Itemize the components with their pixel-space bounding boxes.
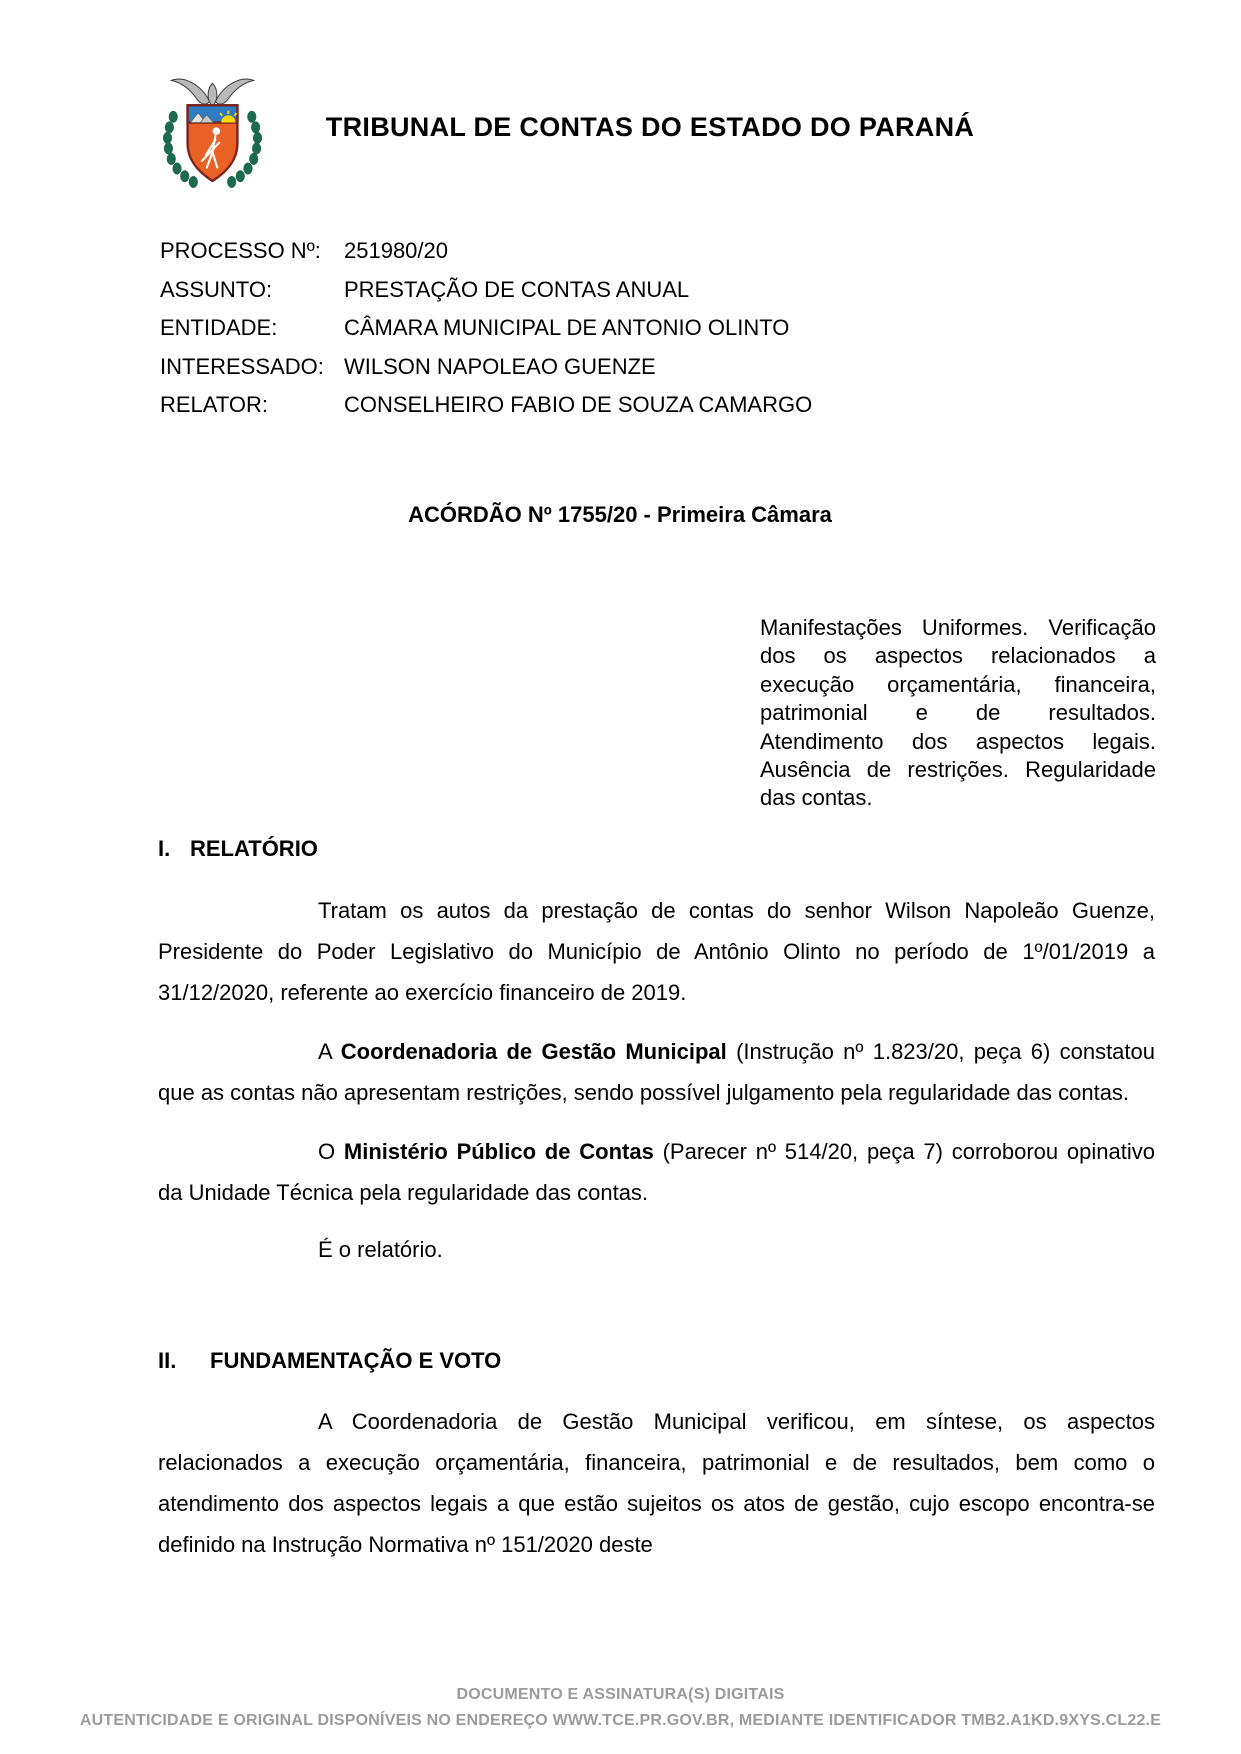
meta-label: ENTIDADE: [160,315,278,340]
paragraph-relatorio-4: É o relatório. [318,1237,443,1262]
meta-row-relator [160,392,1060,431]
case-metadata [160,238,1060,431]
footer-line-1: DOCUMENTO E ASSINATURA(S) DIGITAIS [456,1686,785,1703]
paragraph-relatorio-1: Tratam os autos da prestação de contas do senhor Wilson Napoleão Guenze, Presidente do Poder Legislativo do Município de Antônio Olinto no período de 1º/01/2019 a 31/12/2020, referente ao exercício financeiro de 2019. [158,898,1155,1005]
paragraph-relatorio-2 [158,1031,1155,1113]
emphasis-ministerio-publico: Ministério Público de Contas [343,1139,654,1164]
meta-label: RELATOR: [160,392,268,417]
paragraph-text: O [318,1139,344,1164]
footer-line-2: AUTENTICIDADE E ORIGINAL DISPONÍVEIS NO ENDEREÇO WWW.TCE.PR.GOV.BR, MEDIANTE IDENTIFICADOR TMB2.A1KD.9XYS.CL22.E [79,1712,1162,1729]
section-2-number: II. [158,1348,177,1373]
paragraph-text: A [318,1039,341,1064]
meta-label: INTERESSADO: [160,353,324,379]
meta-row-processo [160,238,1060,277]
digital-signature-footer [0,1682,1241,1734]
meta-value: PRESTAÇÃO DE CONTAS ANUAL [344,276,690,302]
emphasis-coordenadoria: Coordenadoria de Gestão Municipal [340,1039,727,1064]
parana-coat-of-arms-icon [155,72,270,198]
paragraph-text: (Parecer nº 514/20, peça 7) corroborou opinativo da Unidade Técnica pela regularidade das contas. [158,1139,1155,1205]
section-1-number: I. [158,836,171,861]
meta-row-entidade [160,315,1060,354]
meta-label: ASSUNTO: [160,276,273,302]
section-1-title: RELATÓRIO [190,836,318,861]
section-2-heading [158,1340,1155,1381]
paragraph-fundamentacao-1: A Coordenadoria de Gestão Municipal verificou, em síntese, os aspectos relacionados a execução orçamentária, financeira, patrimonial e de resultados, bem como o atendimento dos aspectos legais a que estão sujeitos os atos de gestão, cujo escopo encontra-se definido na Instrução Normativa nº 151/2020 deste [158,1409,1155,1557]
document-body [158,828,1155,1565]
paragraph-text: (Instrução nº 1.823/20, peça 6) constatou que as contas não apresentam restrições, sendo possível julgamento pela regularidade das contas. [158,1039,1155,1105]
meta-value: CÂMARA MUNICIPAL DE ANTONIO OLINTO [344,315,790,340]
meta-value: WILSON NAPOLEAO GUENZE [344,353,656,379]
section-1-heading [158,828,1155,869]
summary-ementa: Manifestações Uniformes. Verificação dos os aspectos relacionados a execução orçamentária, financeira, patrimonial e de resultados. Atendimento dos aspectos legais. Ausência de restrições. Regularidade das contas. [760,615,1156,811]
paragraph-relatorio-3 [158,1131,1155,1213]
meta-row-interessado [160,354,1060,393]
meta-value: CONSELHEIRO FABIO DE SOUZA CAMARGO [344,392,813,417]
meta-row-assunto [160,277,1060,316]
section-2-title: FUNDAMENTAÇÃO E VOTO [210,1348,502,1373]
meta-value: 251980/20 [344,238,448,263]
decision-title: ACÓRDÃO Nº 1755/20 - Primeira Câmara [408,502,832,527]
meta-label: PROCESSO Nº: [160,238,321,263]
organization-title: TRIBUNAL DE CONTAS DO ESTADO DO PARANÁ [325,112,975,142]
